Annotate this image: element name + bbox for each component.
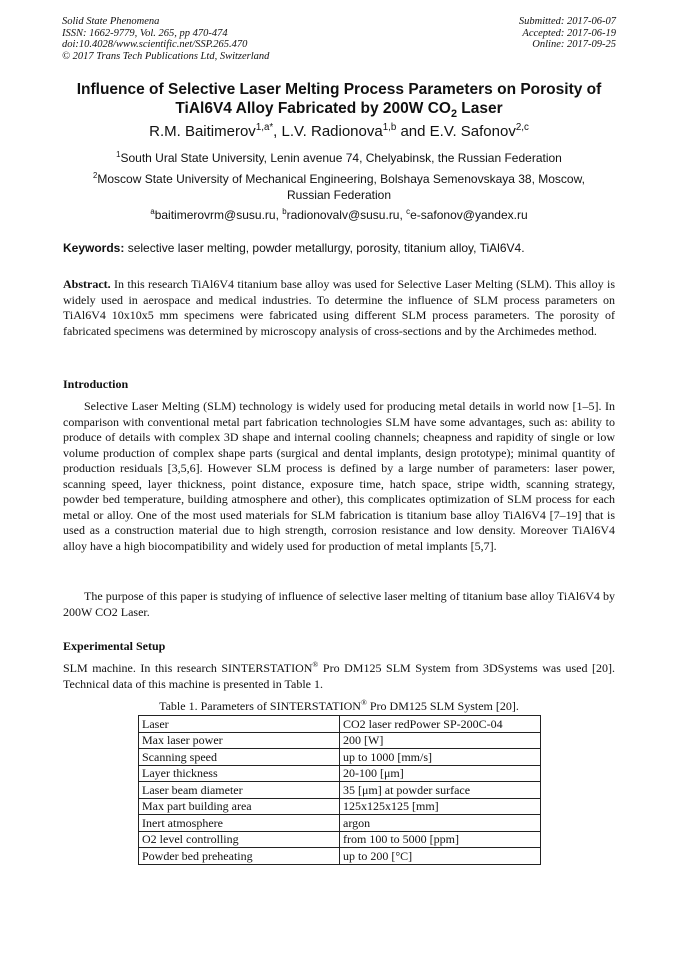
abstract-label: Abstract. [63,277,111,291]
title-line-2-main: TiAl6V4 Alloy Fabricated by 200W CO [175,100,451,117]
table-cell-parameter: Scanning speed [139,749,340,766]
table-cell-value: 200 [W] [340,732,541,749]
email-mark: c [406,207,411,216]
affiliation-mark: 2 [93,171,98,180]
table-row [139,848,541,865]
title-line-2 [40,99,638,121]
table-row [139,798,541,815]
table-cell-value: 20-100 [μm] [340,765,541,782]
table-cell-parameter: Layer thickness [139,765,340,782]
table-row [139,815,541,832]
table-cell-parameter: Laser beam diameter [139,782,340,799]
parameters-table [138,715,541,865]
experimental-paragraph [63,661,615,692]
table-cell-value: 35 [μm] at powder surface [340,782,541,799]
email-address: e-safonov@yandex.ru [410,208,528,222]
table-row [139,765,541,782]
table-cell-parameter: O2 level controlling [139,831,340,848]
table-caption [63,699,615,714]
keywords-label: Keywords: [63,241,125,255]
table-cell-value: CO2 laser redPower SP-200C-04 [340,716,541,733]
affiliation-text: Russian Federation [286,188,392,202]
table-cell-parameter: Laser [139,716,340,733]
email-mark: a [150,207,155,216]
caption-text: Pro DM125 SLM System [20]. [366,699,519,713]
table-cell-value: argon [340,815,541,832]
submitted-date: Submitted: 2017-06-07 [518,16,616,27]
table-cell-parameter: Max laser power [139,732,340,749]
registered-mark: ® [360,698,367,707]
title-line-2-end: Laser [457,100,503,117]
table-row [139,716,541,733]
caption-text: Table 1. Parameters of SINTERSTATION [159,699,361,713]
author-affiliation-mark: 2,c [515,122,529,133]
author-separator: and [396,123,430,140]
registered-mark: ® [312,660,319,669]
author-name: E.V. Safonov [429,123,516,140]
journal-copyright: © 2017 Trans Tech Publications Ltd, Switzerland [62,50,270,62]
affiliation-text: South Ural State University, Lenin avenue 74, Chelyabinsk, the Russian Federation [120,151,562,165]
email-list [70,207,608,223]
email-address: baitimerovrm@susu.ru, [154,208,283,222]
table-cell-value: up to 1000 [mm/s] [340,749,541,766]
table-cell-parameter: Max part building area [139,798,340,815]
accepted-date: Accepted: 2017-06-19 [522,27,616,39]
table-cell-value: up to 200 [°C] [340,848,541,865]
journal-name: Solid State Phenomena [62,16,160,27]
abstract-text: In this research TiAl6V4 titanium base alloy was used for Selective Laser Melting (SLM). This alloy is widely used in aerospace and medical industries. To determine the influence of SLM process parameters on TiAl6V4 10x10x5 mm specimens were fabricated using different SLM process parameters. The porosity of fabricated specimens was determined by microscopy analysis of cross-sections and by the Archimedes method. [63,277,615,338]
table-row [139,782,541,799]
email-address: radionovalv@susu.ru, [286,208,407,222]
affiliation-1 [70,150,608,166]
keywords [63,241,615,255]
table-cell-parameter: Inert atmosphere [139,815,340,832]
title-subscript: 2 [450,108,457,121]
email-mark: b [282,207,287,216]
introduction-paragraph-1: Selective Laser Melting (SLM) technology is widely used for producing metal details in world now [1–5]. In comparison with conventional metal part fabrication technologies SLM have some advantages, such as: ability to produce of details with complex 3D shape and internal cooling channels; cheapness and rapidity of single or low volume production of complex shape parts (surgical and dental implants, design prototype); minimal quantity of production residuals [3,5,6]. However SLM process is defined by a large number of parameters: laser power, scanning speed, layer thickness, point distance, exposure time, hatch space, stripe width, scanning strategy, powder bed temperature, building atmosphere and other), this complicates optimization of SLM process for each metal or alloy. One of the most used materials for SLM fabrication is titanium base alloy TiAl6V4 [7–19] that is used as a construction material due to high strength, corrosion resistance and low density. Moreover TiAl6V4 alloy have a high biocompatibility and widely used for production of metal implants [5,7]. [63,399,615,553]
online-date: Online: 2017-09-25 [532,39,616,50]
author-name: R.M. Baitimerov [149,123,256,140]
table-cell-value: 125x125x125 [mm] [340,798,541,815]
table-row [139,831,541,848]
affiliation-mark: 1 [116,150,121,159]
author-name: L.V. Radionova [281,123,383,140]
table-row [139,732,541,749]
author-affiliation-mark: 1,a* [255,122,274,133]
table-row [139,749,541,766]
author-list [40,123,638,140]
paper-title [40,80,638,121]
author-separator: , [273,123,282,140]
affiliation-text: Moscow State University of Mechanical Engineering, Bolshaya Semenovskaya 38, Moscow, [97,172,585,186]
title-line-1: Influence of Selective Laser Melting Process Parameters on Porosity of [76,81,602,98]
introduction-heading: Introduction [63,377,129,391]
experimental-heading: Experimental Setup [63,639,166,653]
keywords-text: selective laser melting, powder metallurgy, porosity, titanium alloy, TiAl6V4. [124,241,525,255]
author-affiliation-mark: 1,b [382,122,397,133]
publication-dates [519,16,616,51]
journal-doi: doi:10.4028/www.scientific.net/SSP.265.470 [62,39,248,50]
journal-issn: ISSN: 1662-9779, Vol. 265, pp 470-474 [62,27,228,39]
table-cell-parameter: Powder bed preheating [139,848,340,865]
abstract [63,277,615,339]
table-cell-value: from 100 to 5000 [ppm] [340,831,541,848]
affiliation-2 [70,171,608,203]
experimental-text: Pro DM125 SLM System from 3DSystems was used [20]. Technical data of this machine is presented in Table 1. [63,661,615,691]
experimental-text: SLM machine. In this research SINTERSTATION [63,661,313,675]
introduction-paragraph-2: The purpose of this paper is studying of influence of selective laser melting of titanium base alloy TiAl6V4 by 200W CO2 Laser. [63,589,615,619]
journal-info [62,16,269,62]
